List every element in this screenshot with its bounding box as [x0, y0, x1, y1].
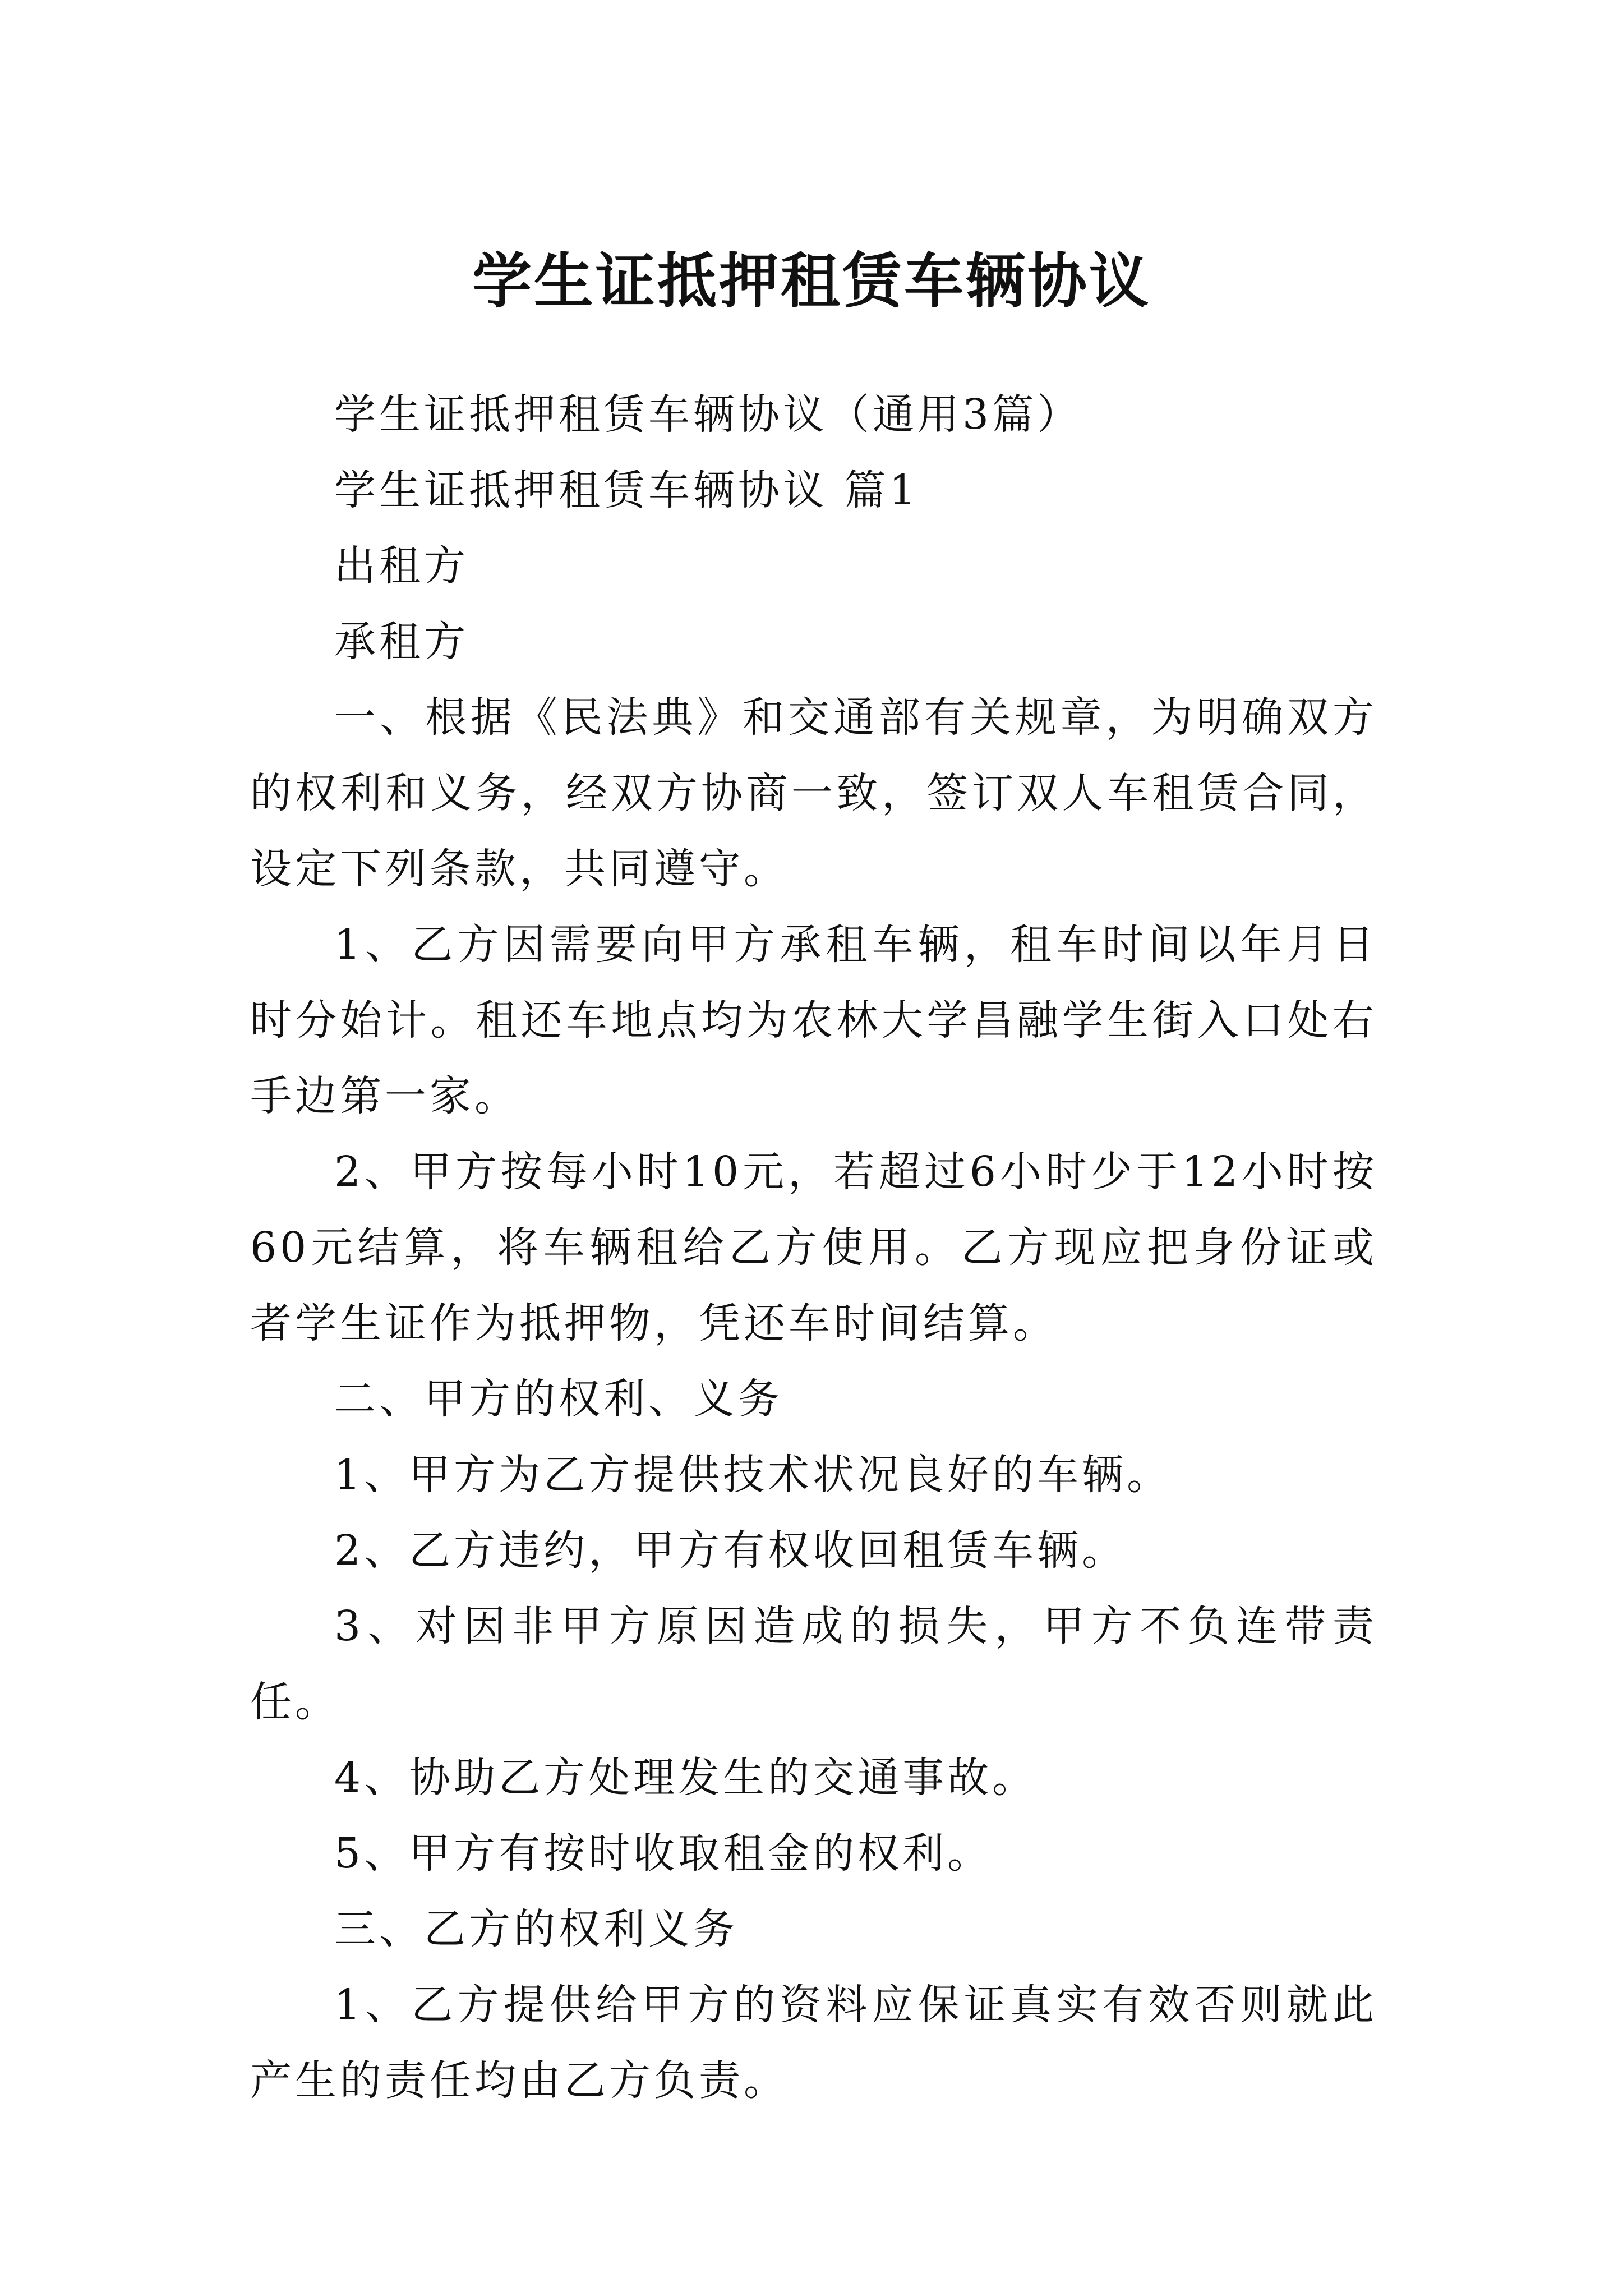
paragraph-clause-2-1: 1、甲方为乙方提供技术状况良好的车辆。: [334, 1451, 1172, 1499]
paragraph-lessor: 出租方: [334, 542, 469, 590]
document-title: 学生证抵押租赁车辆协议: [472, 246, 1151, 316]
paragraph-clause-2-2: 2、乙方违约，甲方有权收回租赁车辆。: [334, 1526, 1127, 1575]
paragraph-clause-3-heading: 三、乙方的权利义务: [334, 1905, 738, 1953]
paragraph-subtitle: 学生证抵押租赁车辆协议（通用3篇）: [334, 390, 1082, 439]
paragraph-clause-2-5: 5、甲方有按时收取租金的权利。: [334, 1829, 993, 1878]
paragraph-clause-2-4: 4、协助乙方处理发生的交通事故。: [334, 1754, 1038, 1802]
paragraph-clause-1-1: 1、乙方因需要向甲方承租车辆，租车时间以年月日时分始计。租还车地点均为农林大学昌融学生街入口处右手边第一家。: [250, 921, 1377, 1120]
paragraph-clause-3-1: 1、乙方提供给甲方的资料应保证真实有效否则就此产生的责任均由乙方负责。: [250, 1981, 1377, 2105]
paragraph-clause-1: 一、根据《民法典》和交通部有关规章，为明确双方的权利和义务，经双方协商一致，签订双人车租赁合同，设定下列条款，共同遵守。: [250, 693, 1377, 893]
paragraph-clause-1-2: 2、甲方按每小时10元，若超过6小时少于12小时按60元结算，将车辆租给乙方使用。乙方现应把身份证或者学生证作为抵押物，凭还车时间结算。: [250, 1148, 1377, 1347]
document-body: [250, 377, 1377, 2119]
paragraph-section-heading: 学生证抵押租赁车辆协议 篇1: [334, 466, 919, 514]
paragraph-clause-2-3: 3、对因非甲方原因造成的损失，甲方不负连带责任。: [250, 1602, 1377, 1726]
paragraph-lessee: 承租方: [334, 618, 469, 666]
paragraph-clause-2-heading: 二、甲方的权利、义务: [334, 1375, 783, 1423]
